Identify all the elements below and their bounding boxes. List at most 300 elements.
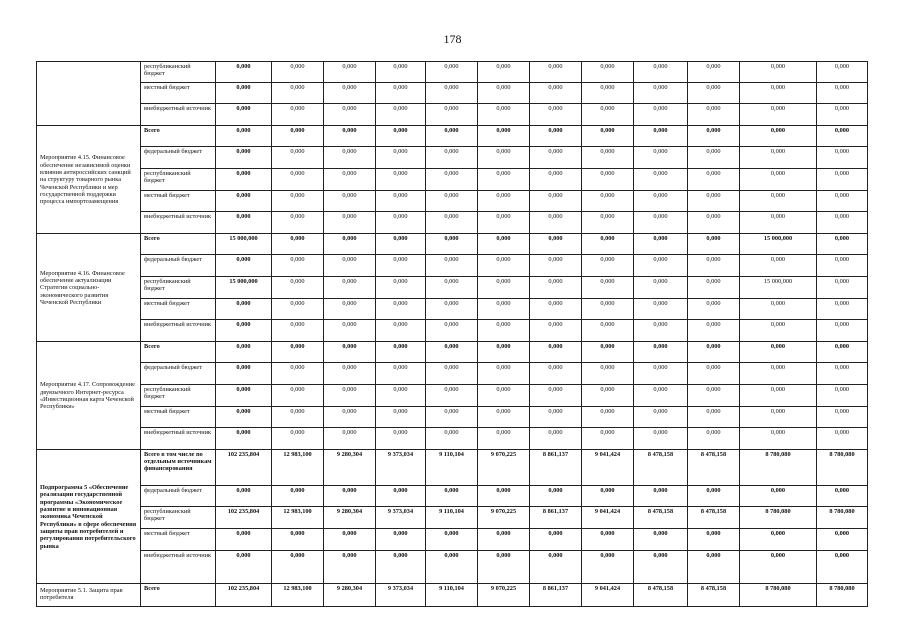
value-cell: 0,000	[582, 255, 634, 277]
funding-source-cell: республиканский бюджет	[141, 385, 216, 407]
value-cell: 8 780,080	[817, 584, 868, 607]
value-cell: 0,000	[740, 342, 817, 363]
funding-source-cell: местный бюджет	[141, 299, 216, 320]
value-cell: 0,000	[216, 83, 272, 104]
value-cell: 9 041,424	[582, 450, 634, 486]
table-row	[37, 62, 868, 83]
value-cell: 0,000	[634, 363, 688, 385]
value-cell: 0,000	[426, 342, 478, 363]
table-row	[37, 450, 868, 486]
value-cell: 0,000	[216, 255, 272, 277]
funding-source-cell: федеральный бюджет	[141, 255, 216, 277]
activity-cell: Подпрограмма 5 «Обеспечение реализации государственной программы «Экономическое развитие и инновационная экономика Чеченской Республики» в сфере обеспечения защиты прав потребителей и регулирования потребительского рынка	[37, 450, 141, 584]
value-cell: 0,000	[376, 104, 426, 126]
value-cell: 0,000	[634, 385, 688, 407]
value-cell: 0,000	[582, 212, 634, 234]
activity-cell	[37, 62, 141, 126]
value-cell: 0,000	[376, 385, 426, 407]
value-cell: 0,000	[272, 299, 324, 320]
value-cell: 0,000	[478, 299, 530, 320]
value-cell: 0,000	[817, 320, 868, 342]
value-cell: 0,000	[478, 529, 530, 551]
value-cell: 0,000	[324, 62, 376, 83]
funding-source-cell: федеральный бюджет	[141, 486, 216, 507]
value-cell: 0,000	[324, 299, 376, 320]
table-row	[37, 342, 868, 363]
value-cell: 0,000	[817, 147, 868, 169]
value-cell: 12 983,100	[272, 507, 324, 529]
table-row	[37, 104, 868, 126]
value-cell: 0,000	[634, 529, 688, 551]
activity-cell: Мероприятие 5.1. Защита прав потребителя	[37, 584, 141, 607]
value-cell: 0,000	[817, 169, 868, 191]
value-cell: 102 235,804	[216, 450, 272, 486]
value-cell: 0,000	[426, 191, 478, 212]
value-cell: 0,000	[582, 191, 634, 212]
value-cell: 0,000	[634, 299, 688, 320]
value-cell: 0,000	[426, 147, 478, 169]
value-cell: 9 280,304	[324, 450, 376, 486]
value-cell: 0,000	[740, 407, 817, 428]
value-cell: 0,000	[478, 234, 530, 255]
value-cell: 0,000	[426, 407, 478, 428]
funding-source-cell: Всего	[141, 126, 216, 147]
value-cell: 0,000	[634, 62, 688, 83]
value-cell: 0,000	[530, 486, 582, 507]
page-number: 178	[443, 32, 462, 46]
value-cell: 0,000	[324, 529, 376, 551]
value-cell: 8 780,080	[817, 507, 868, 529]
value-cell: 9 110,104	[426, 450, 478, 486]
value-cell: 0,000	[634, 342, 688, 363]
value-cell: 15 000,000	[740, 234, 817, 255]
value-cell: 0,000	[530, 255, 582, 277]
table-row	[37, 507, 868, 529]
value-cell: 9 041,424	[582, 584, 634, 607]
value-cell: 0,000	[216, 212, 272, 234]
value-cell: 0,000	[817, 529, 868, 551]
value-cell: 9 373,034	[376, 584, 426, 607]
value-cell: 102 235,804	[216, 584, 272, 607]
value-cell: 8 780,080	[740, 450, 817, 486]
value-cell: 0,000	[688, 83, 740, 104]
value-cell: 0,000	[324, 255, 376, 277]
value-cell: 0,000	[324, 277, 376, 299]
funding-source-cell: республиканский бюджет	[141, 507, 216, 529]
value-cell: 0,000	[634, 104, 688, 126]
value-cell: 0,000	[817, 234, 868, 255]
funding-source-cell: внебюджетный источник	[141, 212, 216, 234]
value-cell: 8 478,158	[688, 584, 740, 607]
value-cell: 0,000	[478, 407, 530, 428]
value-cell: 0,000	[817, 277, 868, 299]
value-cell: 0,000	[634, 255, 688, 277]
value-cell: 0,000	[216, 428, 272, 450]
value-cell: 0,000	[530, 83, 582, 104]
value-cell: 0,000	[478, 126, 530, 147]
value-cell: 0,000	[634, 486, 688, 507]
value-cell: 0,000	[272, 62, 324, 83]
funding-source-cell: местный бюджет	[141, 191, 216, 212]
value-cell: 102 235,804	[216, 507, 272, 529]
value-cell: 0,000	[426, 277, 478, 299]
value-cell: 9 373,034	[376, 450, 426, 486]
value-cell: 0,000	[272, 234, 324, 255]
value-cell: 0,000	[272, 407, 324, 428]
value-cell: 0,000	[426, 551, 478, 584]
funding-source-cell: республиканский бюджет	[141, 169, 216, 191]
value-cell: 0,000	[376, 234, 426, 255]
value-cell: 0,000	[688, 147, 740, 169]
value-cell: 0,000	[324, 126, 376, 147]
value-cell: 0,000	[478, 212, 530, 234]
value-cell: 0,000	[740, 212, 817, 234]
value-cell: 0,000	[634, 126, 688, 147]
value-cell: 0,000	[688, 191, 740, 212]
funding-source-cell: внебюджетный источник	[141, 428, 216, 450]
table-row	[37, 147, 868, 169]
value-cell: 0,000	[426, 104, 478, 126]
funding-source-cell: местный бюджет	[141, 83, 216, 104]
value-cell: 0,000	[426, 234, 478, 255]
table-row	[37, 320, 868, 342]
value-cell: 0,000	[272, 83, 324, 104]
value-cell: 0,000	[216, 169, 272, 191]
value-cell: 9 110,104	[426, 584, 478, 607]
value-cell: 0,000	[740, 147, 817, 169]
value-cell: 0,000	[376, 320, 426, 342]
value-cell: 0,000	[272, 551, 324, 584]
value-cell: 0,000	[426, 169, 478, 191]
value-cell: 0,000	[478, 363, 530, 385]
value-cell: 0,000	[216, 126, 272, 147]
value-cell: 0,000	[740, 299, 817, 320]
value-cell: 0,000	[272, 385, 324, 407]
value-cell: 0,000	[582, 234, 634, 255]
value-cell: 0,000	[530, 191, 582, 212]
value-cell: 0,000	[478, 169, 530, 191]
value-cell: 0,000	[272, 212, 324, 234]
table-row	[37, 212, 868, 234]
value-cell: 0,000	[216, 363, 272, 385]
value-cell: 0,000	[530, 385, 582, 407]
value-cell: 0,000	[426, 126, 478, 147]
value-cell: 0,000	[688, 126, 740, 147]
funding-source-cell: внебюджетный источник	[141, 320, 216, 342]
value-cell: 8 780,080	[817, 450, 868, 486]
value-cell: 15 000,000	[216, 277, 272, 299]
value-cell: 0,000	[688, 363, 740, 385]
value-cell: 0,000	[216, 407, 272, 428]
value-cell: 15 000,000	[216, 234, 272, 255]
value-cell: 0,000	[272, 126, 324, 147]
value-cell: 0,000	[740, 428, 817, 450]
table-row	[37, 234, 868, 255]
value-cell: 0,000	[817, 342, 868, 363]
table-row	[37, 407, 868, 428]
value-cell: 0,000	[426, 529, 478, 551]
value-cell: 0,000	[688, 529, 740, 551]
value-cell: 0,000	[817, 551, 868, 584]
value-cell: 0,000	[478, 255, 530, 277]
value-cell: 0,000	[688, 385, 740, 407]
value-cell: 0,000	[688, 104, 740, 126]
value-cell: 0,000	[272, 363, 324, 385]
value-cell: 0,000	[530, 363, 582, 385]
value-cell: 0,000	[688, 234, 740, 255]
value-cell: 0,000	[688, 342, 740, 363]
value-cell: 0,000	[426, 62, 478, 83]
value-cell: 0,000	[530, 234, 582, 255]
value-cell: 0,000	[324, 428, 376, 450]
value-cell: 9 280,304	[324, 507, 376, 529]
value-cell: 0,000	[272, 104, 324, 126]
value-cell: 0,000	[324, 212, 376, 234]
funding-source-cell: внебюджетный источник	[141, 551, 216, 584]
value-cell: 8 861,137	[530, 450, 582, 486]
value-cell: 0,000	[582, 277, 634, 299]
value-cell: 0,000	[740, 62, 817, 83]
value-cell: 15 000,000	[740, 277, 817, 299]
value-cell: 0,000	[426, 385, 478, 407]
table-row	[37, 277, 868, 299]
value-cell: 12 983,100	[272, 450, 324, 486]
funding-source-cell: федеральный бюджет	[141, 147, 216, 169]
value-cell: 0,000	[582, 83, 634, 104]
value-cell: 0,000	[324, 234, 376, 255]
value-cell: 0,000	[478, 320, 530, 342]
value-cell: 0,000	[478, 428, 530, 450]
value-cell: 0,000	[216, 486, 272, 507]
value-cell: 0,000	[324, 169, 376, 191]
value-cell: 0,000	[272, 320, 324, 342]
value-cell: 0,000	[376, 428, 426, 450]
table-row	[37, 363, 868, 385]
value-cell: 0,000	[582, 551, 634, 584]
funding-source-cell: республиканский бюджет	[141, 277, 216, 299]
value-cell: 0,000	[216, 191, 272, 212]
table-row	[37, 126, 868, 147]
value-cell: 0,000	[376, 147, 426, 169]
value-cell: 12 983,100	[272, 584, 324, 607]
value-cell: 0,000	[688, 255, 740, 277]
value-cell: 0,000	[272, 169, 324, 191]
activity-cell: Мероприятие 4.17. Сопровождение двуязычного Интернет-ресурса «Инвестиционная карта Чеченской Республики»	[37, 342, 141, 450]
table-row	[37, 83, 868, 104]
value-cell: 0,000	[272, 191, 324, 212]
value-cell: 0,000	[216, 342, 272, 363]
funding-source-cell: федеральный бюджет	[141, 363, 216, 385]
table-row	[37, 551, 868, 584]
value-cell: 0,000	[216, 385, 272, 407]
value-cell: 8 478,158	[634, 450, 688, 486]
value-cell: 8 478,158	[688, 507, 740, 529]
value-cell: 0,000	[426, 363, 478, 385]
value-cell: 0,000	[688, 428, 740, 450]
value-cell: 0,000	[530, 529, 582, 551]
value-cell: 0,000	[688, 277, 740, 299]
value-cell: 0,000	[376, 169, 426, 191]
table-row	[37, 191, 868, 212]
value-cell: 0,000	[634, 212, 688, 234]
value-cell: 0,000	[324, 147, 376, 169]
value-cell: 0,000	[582, 486, 634, 507]
table-row	[37, 299, 868, 320]
value-cell: 0,000	[530, 212, 582, 234]
value-cell: 0,000	[324, 191, 376, 212]
value-cell: 0,000	[530, 169, 582, 191]
value-cell: 0,000	[634, 169, 688, 191]
value-cell: 0,000	[634, 428, 688, 450]
value-cell: 0,000	[817, 126, 868, 147]
value-cell: 0,000	[272, 486, 324, 507]
value-cell: 0,000	[530, 299, 582, 320]
value-cell: 0,000	[817, 83, 868, 104]
value-cell: 0,000	[634, 407, 688, 428]
value-cell: 0,000	[634, 320, 688, 342]
value-cell: 0,000	[740, 385, 817, 407]
value-cell: 0,000	[376, 342, 426, 363]
funding-source-cell: внебюджетный источник	[141, 104, 216, 126]
table-row	[37, 486, 868, 507]
value-cell: 0,000	[376, 299, 426, 320]
value-cell: 0,000	[817, 428, 868, 450]
value-cell: 0,000	[272, 529, 324, 551]
value-cell: 0,000	[530, 277, 582, 299]
value-cell: 0,000	[582, 428, 634, 450]
value-cell: 0,000	[740, 169, 817, 191]
value-cell: 0,000	[216, 62, 272, 83]
value-cell: 0,000	[426, 486, 478, 507]
value-cell: 0,000	[582, 169, 634, 191]
budget-table	[36, 61, 868, 607]
value-cell: 0,000	[216, 147, 272, 169]
value-cell: 0,000	[530, 407, 582, 428]
value-cell: 0,000	[530, 428, 582, 450]
value-cell: 0,000	[216, 299, 272, 320]
value-cell: 0,000	[817, 407, 868, 428]
value-cell: 0,000	[478, 385, 530, 407]
value-cell: 0,000	[582, 363, 634, 385]
value-cell: 0,000	[478, 551, 530, 584]
value-cell: 9 041,424	[582, 507, 634, 529]
value-cell: 0,000	[634, 191, 688, 212]
table-row	[37, 584, 868, 607]
value-cell: 0,000	[817, 363, 868, 385]
value-cell: 0,000	[530, 104, 582, 126]
value-cell: 0,000	[582, 342, 634, 363]
activity-cell: Мероприятие 4.15. Финансовое обеспечение независимой оценки влияния антироссийских санкций на структуру товарного рынка Чеченской Республики и мер государственной поддержки процесса импортозамещения	[37, 126, 141, 234]
value-cell: 0,000	[376, 212, 426, 234]
value-cell: 0,000	[530, 320, 582, 342]
value-cell: 0,000	[817, 486, 868, 507]
value-cell: 0,000	[376, 83, 426, 104]
value-cell: 0,000	[478, 104, 530, 126]
value-cell: 0,000	[582, 320, 634, 342]
value-cell: 0,000	[426, 255, 478, 277]
value-cell: 0,000	[740, 191, 817, 212]
value-cell: 0,000	[376, 407, 426, 428]
value-cell: 0,000	[478, 62, 530, 83]
value-cell: 0,000	[582, 385, 634, 407]
value-cell: 0,000	[688, 212, 740, 234]
activity-cell: Мероприятие 4.16. Финансовое обеспечение актуализации Стратегии социально-экономического развития Чеченской Республики	[37, 234, 141, 342]
value-cell: 0,000	[634, 83, 688, 104]
value-cell: 0,000	[478, 147, 530, 169]
value-cell: 0,000	[426, 83, 478, 104]
value-cell: 0,000	[740, 486, 817, 507]
value-cell: 0,000	[530, 62, 582, 83]
value-cell: 0,000	[634, 551, 688, 584]
value-cell: 0,000	[582, 299, 634, 320]
value-cell: 0,000	[376, 126, 426, 147]
value-cell: 0,000	[216, 320, 272, 342]
value-cell: 0,000	[688, 407, 740, 428]
funding-source-cell: Всего	[141, 234, 216, 255]
value-cell: 0,000	[740, 363, 817, 385]
value-cell: 0,000	[634, 147, 688, 169]
value-cell: 0,000	[582, 104, 634, 126]
table-row	[37, 529, 868, 551]
value-cell: 0,000	[634, 234, 688, 255]
value-cell: 0,000	[272, 277, 324, 299]
value-cell: 0,000	[324, 83, 376, 104]
value-cell: 0,000	[817, 299, 868, 320]
value-cell: 9 070,225	[478, 450, 530, 486]
value-cell: 0,000	[817, 255, 868, 277]
value-cell: 0,000	[582, 147, 634, 169]
value-cell: 0,000	[530, 342, 582, 363]
value-cell: 9 110,104	[426, 507, 478, 529]
value-cell: 0,000	[817, 191, 868, 212]
value-cell: 0,000	[688, 299, 740, 320]
value-cell: 0,000	[426, 212, 478, 234]
value-cell: 0,000	[376, 486, 426, 507]
value-cell: 0,000	[740, 255, 817, 277]
value-cell: 0,000	[740, 83, 817, 104]
value-cell: 0,000	[817, 104, 868, 126]
funding-source-cell: местный бюджет	[141, 529, 216, 551]
value-cell: 0,000	[324, 320, 376, 342]
value-cell: 9 373,034	[376, 507, 426, 529]
value-cell: 0,000	[376, 255, 426, 277]
value-cell: 9 070,225	[478, 507, 530, 529]
funding-source-cell: Всего в том числе по отдельным источникам финансирования	[141, 450, 216, 486]
value-cell: 8 478,158	[634, 584, 688, 607]
value-cell: 0,000	[324, 407, 376, 428]
value-cell: 0,000	[376, 62, 426, 83]
value-cell: 0,000	[272, 342, 324, 363]
value-cell: 0,000	[740, 529, 817, 551]
value-cell: 0,000	[478, 191, 530, 212]
value-cell: 0,000	[272, 147, 324, 169]
value-cell: 0,000	[688, 486, 740, 507]
value-cell: 0,000	[376, 551, 426, 584]
value-cell: 0,000	[817, 62, 868, 83]
value-cell: 0,000	[530, 551, 582, 584]
value-cell: 0,000	[216, 104, 272, 126]
value-cell: 0,000	[324, 551, 376, 584]
value-cell: 0,000	[324, 385, 376, 407]
value-cell: 0,000	[688, 62, 740, 83]
value-cell: 0,000	[324, 104, 376, 126]
table-row	[37, 428, 868, 450]
value-cell: 0,000	[426, 320, 478, 342]
value-cell: 0,000	[478, 277, 530, 299]
value-cell: 0,000	[582, 529, 634, 551]
value-cell: 0,000	[740, 104, 817, 126]
value-cell: 0,000	[582, 126, 634, 147]
